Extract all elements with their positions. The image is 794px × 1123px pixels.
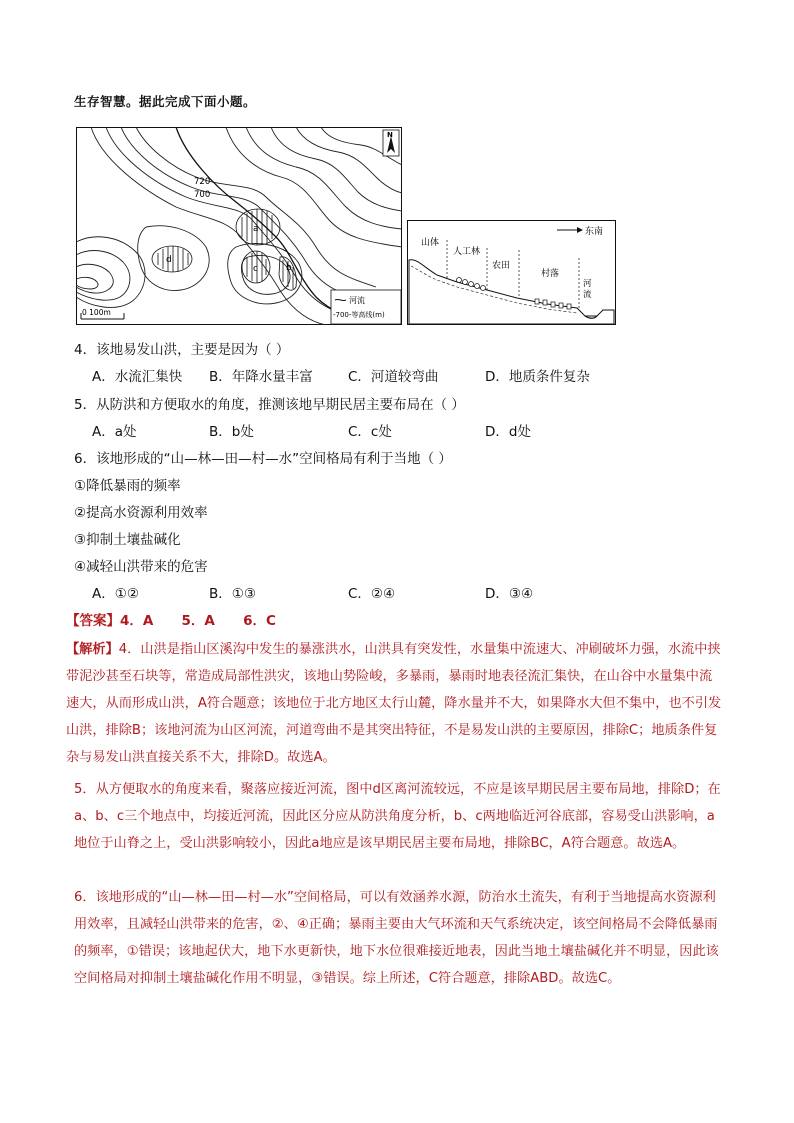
q6-statement-2: ②提高水资源利用效率 (74, 505, 208, 521)
q4-option-a[interactable]: A．水流汇集快 (92, 369, 183, 385)
q6-option-b[interactable]: B．①③ (209, 586, 256, 602)
q4-option-b[interactable]: B．年降水量丰富 (209, 369, 313, 385)
site-b-label: b (286, 263, 292, 273)
north-label: N (387, 131, 393, 139)
analysis-q4-text: 4．山洪是指山区溪沟中发生的暴涨洪水，山洪具有突发性，水量集中流速大、冲刷破坏力强，水流中挟带泥沙甚至石块等，常造成局部性洪灾，该地山势险峻，多暴雨，暴雨时地表径流汇集快，在山谷中水量集中流速大，从而形成山洪，A符合题意；该地位于北方地区太行山麓，降水量并不大，如果降水大但不集中，也不引发山洪，排除B；该地河流为山区河流，河道弯曲不是其突出特征，不是易发山洪的主要原因，排除C；地质条件复杂与易发山洪直接关系不大，排除D。故选A。 (66, 642, 722, 765)
q5-option-b[interactable]: B．b处 (209, 424, 254, 440)
q4-stem: 4．该地易发山洪，主要是因为（ ） (74, 342, 290, 358)
village-label: 村落 (541, 269, 560, 279)
q4-option-c[interactable]: C．河道较弯曲 (348, 369, 439, 385)
site-a-label: a (253, 224, 259, 234)
q6-option-c[interactable]: C．②④ (348, 586, 396, 602)
q4-option-d[interactable]: D．地质条件复杂 (485, 369, 590, 385)
answer-line (66, 612, 276, 630)
q6-statement-3: ③抑制土壤盐碱化 (74, 532, 181, 548)
site-c-label: c (253, 264, 258, 274)
forest-label: 人工林 (453, 247, 481, 257)
farmland-label: 农田 (492, 261, 511, 271)
q6-option-d[interactable]: D．③④ (485, 586, 534, 602)
answer-label: 【答案】 (66, 613, 120, 629)
analysis-q4 (66, 636, 724, 771)
analysis-q6 (74, 884, 724, 992)
analysis-q6-text: 6．该地形成的“山—林—田—村—水”空间格局，可以有效涵养水源，防治水土流失，有利于当地提高水资源利用效率，且减轻山洪带来的危害，②、④正确；暴雨主要由大气环流和天气系统决定，该空间格局不会降低暴雨的频率，①错误；该地起伏大，地下水更新快，地下水位很难接近地表，因此当地土壤盐碱化并不明显，因此该空间格局对抑制土壤盐碱化作用不明显，③错误。综上所述，C符合题意，排除ABD。故选C。 (74, 890, 719, 986)
legend-contour: -700-等高线(m) (333, 311, 385, 319)
profile-diagram (407, 220, 616, 325)
intro-text: 生存智慧。据此完成下面小题。 (74, 94, 257, 109)
q5-option-c[interactable]: C．c处 (348, 424, 392, 440)
q5-stem: 5．从防洪和方便取水的角度，推测该地早期民居主要布局在（ ） (74, 397, 465, 413)
analysis-label: 【解析】 (66, 642, 119, 657)
river-label: 河 (583, 279, 592, 289)
map-legend (331, 290, 401, 324)
answer-text: 4．A 5．A 6．C (120, 613, 276, 629)
q6-option-a[interactable]: A．①② (92, 586, 139, 602)
contour-label-720: 720 (194, 177, 211, 187)
mountain-label: 山体 (421, 238, 440, 248)
q6-stem: 6．该地形成的“山—林—田—村—水”空间格局有利于当地（ ） (74, 451, 452, 467)
legend-river: 河流 (349, 296, 365, 305)
analysis-q5 (74, 776, 724, 857)
contour-label-700: 700 (194, 190, 211, 200)
river-label-2: 流 (583, 290, 592, 300)
q6-statement-1: ①降低暴雨的频率 (74, 478, 181, 494)
q5-option-a[interactable]: A．a处 (92, 424, 137, 440)
q5-option-d[interactable]: D．d处 (485, 424, 531, 440)
analysis-q5-text: 5．从方便取水的角度来看，聚落应接近河流，图中d区离河流较远，不应是该早期民居主要布局地，排除D；在a、b、c三个地点中，均接近河流，因此区分应从防洪角度分析，b、c两地临近河谷底部，容易受山洪影响，a地位于山脊之上，受山洪影响较小，因此a地应是该早期民居主要布局地，排除BC，A符合题意。故选A。 (74, 782, 721, 851)
scale-label: 0 100m (82, 308, 111, 317)
contour-map (76, 127, 402, 325)
q6-statement-4: ④减轻山洪带来的危害 (74, 559, 208, 575)
direction-label: 东南 (585, 227, 604, 237)
north-arrow-icon (383, 130, 399, 156)
site-d-label: d (166, 255, 172, 265)
